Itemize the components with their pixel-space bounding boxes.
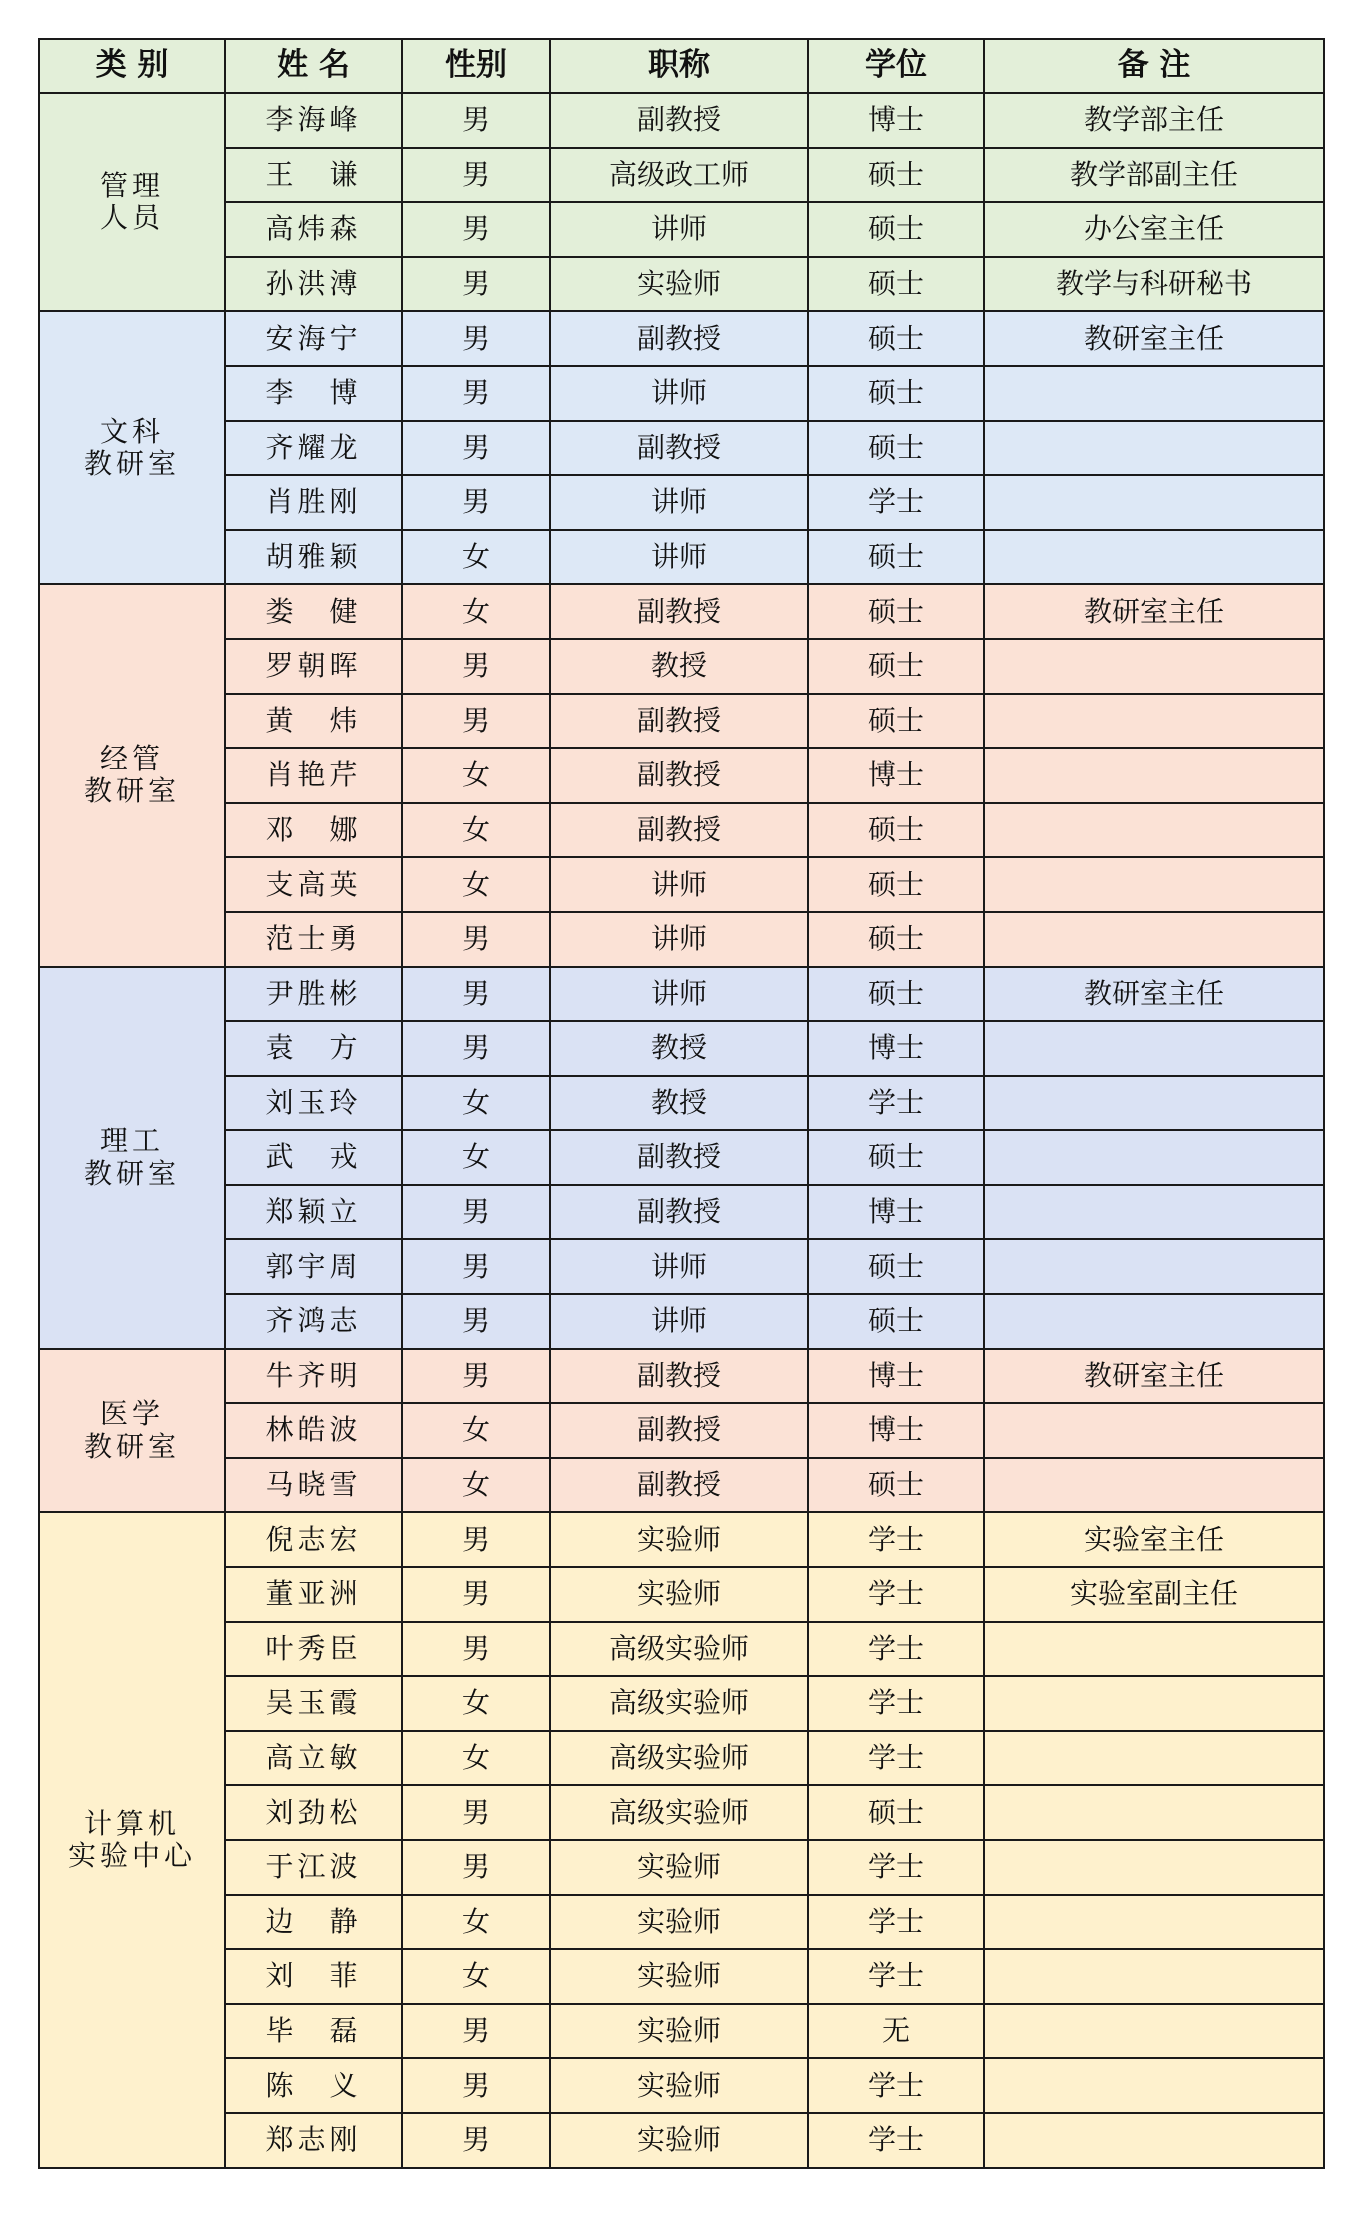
cell-note (984, 1949, 1324, 2004)
cell-degree: 学士 (808, 2113, 984, 2168)
category-line-2: 教研室 (83, 774, 180, 808)
cell-title: 实验师 (550, 1512, 808, 1567)
table-row (39, 1185, 1324, 1240)
cell-name: 肖胜刚 (225, 475, 402, 530)
cell-sex: 男 (402, 1622, 550, 1677)
table-row (39, 1512, 1324, 1567)
cell-degree: 硕士 (808, 803, 984, 858)
cell-title: 讲师 (550, 967, 808, 1022)
cell-sex: 女 (402, 1676, 550, 1731)
cell-degree: 硕士 (808, 584, 984, 639)
cell-name: 李海峰 (225, 93, 402, 148)
cell-degree: 学士 (808, 1731, 984, 1786)
table-row (39, 1130, 1324, 1185)
cell-degree: 博士 (808, 93, 984, 148)
cell-name: 黄 炜 (225, 694, 402, 749)
cell-title: 高级实验师 (550, 1785, 808, 1840)
cell-sex: 男 (402, 311, 550, 366)
cell-degree: 硕士 (808, 1785, 984, 1840)
cell-name: 倪志宏 (225, 1512, 402, 1567)
cell-sex: 女 (402, 1895, 550, 1950)
cell-degree: 博士 (808, 1021, 984, 1076)
table-row (39, 1021, 1324, 1076)
cell-title: 实验师 (550, 2058, 808, 2113)
cell-title: 实验师 (550, 1840, 808, 1895)
cell-sex: 男 (402, 694, 550, 749)
cell-title: 讲师 (550, 1239, 808, 1294)
cell-sex: 女 (402, 1458, 550, 1513)
cell-note: 教研室主任 (984, 584, 1324, 639)
cell-sex: 女 (402, 530, 550, 585)
table-row (39, 93, 1324, 148)
cell-degree: 硕士 (808, 694, 984, 749)
cell-degree: 无 (808, 2004, 984, 2059)
cell-degree: 学士 (808, 1676, 984, 1731)
cell-sex: 男 (402, 1185, 550, 1240)
cell-note (984, 1731, 1324, 1786)
cell-degree: 博士 (808, 1185, 984, 1240)
cell-name: 陈 义 (225, 2058, 402, 2113)
cell-title: 高级实验师 (550, 1676, 808, 1731)
cell-name: 刘 菲 (225, 1949, 402, 2004)
cell-note: 教研室主任 (984, 311, 1324, 366)
table-row (39, 2113, 1324, 2168)
cell-name: 吴玉霞 (225, 1676, 402, 1731)
cell-degree: 学士 (808, 1076, 984, 1131)
table-row (39, 694, 1324, 749)
cell-title: 讲师 (550, 475, 808, 530)
table-row (39, 1349, 1324, 1404)
table-row (39, 967, 1324, 1022)
cell-note: 实验室副主任 (984, 1567, 1324, 1622)
cell-sex: 男 (402, 1294, 550, 1349)
cell-title: 副教授 (550, 1458, 808, 1513)
cell-name: 高立敏 (225, 1731, 402, 1786)
cell-note (984, 421, 1324, 476)
cell-note (984, 1458, 1324, 1513)
header-degree: 学位 (808, 39, 984, 93)
cell-title: 副教授 (550, 421, 808, 476)
cell-sex: 男 (402, 1840, 550, 1895)
cell-degree: 学士 (808, 1895, 984, 1950)
cell-degree: 硕士 (808, 1458, 984, 1513)
header-row (39, 39, 1324, 93)
cell-note (984, 1403, 1324, 1458)
cell-note (984, 1622, 1324, 1677)
table-row (39, 803, 1324, 858)
category-line-1: 经管 (99, 742, 164, 776)
cell-note (984, 694, 1324, 749)
category-line-1: 理工 (99, 1124, 164, 1158)
cell-degree: 硕士 (808, 257, 984, 312)
cell-name: 安海宁 (225, 311, 402, 366)
cell-note (984, 2058, 1324, 2113)
cell-title: 副教授 (550, 93, 808, 148)
table-row (39, 1076, 1324, 1131)
category-line-2: 教研室 (83, 446, 180, 480)
category-line-2: 教研室 (83, 1156, 180, 1190)
cell-title: 实验师 (550, 257, 808, 312)
cell-degree: 硕士 (808, 912, 984, 967)
cell-note: 办公室主任 (984, 202, 1324, 257)
category-line-1: 管理 (99, 169, 164, 202)
cell-title: 高级政工师 (550, 148, 808, 203)
cell-degree: 学士 (808, 2058, 984, 2113)
cell-degree: 硕士 (808, 530, 984, 585)
cell-sex: 女 (402, 803, 550, 858)
cell-sex: 女 (402, 584, 550, 639)
cell-title: 副教授 (550, 584, 808, 639)
cell-degree: 硕士 (808, 1239, 984, 1294)
cell-degree: 学士 (808, 475, 984, 530)
cell-sex: 男 (402, 1239, 550, 1294)
cell-degree: 博士 (808, 748, 984, 803)
table-row (39, 1895, 1324, 1950)
group-economics-management (39, 584, 225, 966)
cell-name: 罗朝晖 (225, 639, 402, 694)
cell-name: 于江波 (225, 1840, 402, 1895)
cell-name: 刘玉玲 (225, 1076, 402, 1131)
cell-name: 刘劲松 (225, 1785, 402, 1840)
cell-sex: 女 (402, 1731, 550, 1786)
cell-note (984, 1130, 1324, 1185)
cell-name: 郑志刚 (225, 2113, 402, 2168)
cell-sex: 女 (402, 748, 550, 803)
cell-title: 教授 (550, 1076, 808, 1131)
cell-sex: 女 (402, 1130, 550, 1185)
cell-sex: 男 (402, 2058, 550, 2113)
cell-name: 李 博 (225, 366, 402, 421)
category-line-1: 医学 (99, 1397, 164, 1431)
category-line-2: 教研室 (83, 1429, 180, 1463)
category-line-1: 文科 (99, 414, 164, 448)
cell-note (984, 1185, 1324, 1240)
cell-note (984, 530, 1324, 585)
cell-title: 副教授 (550, 311, 808, 366)
cell-degree: 学士 (808, 1622, 984, 1677)
table-row (39, 1949, 1324, 2004)
cell-sex: 女 (402, 857, 550, 912)
table-row (39, 1676, 1324, 1731)
cell-sex: 女 (402, 1949, 550, 2004)
cell-sex: 男 (402, 1785, 550, 1840)
cell-degree: 硕士 (808, 1294, 984, 1349)
group-science-engineering (39, 967, 225, 1349)
cell-note (984, 803, 1324, 858)
cell-degree: 硕士 (808, 148, 984, 203)
cell-note (984, 2004, 1324, 2059)
cell-title: 副教授 (550, 1185, 808, 1240)
cell-title: 副教授 (550, 748, 808, 803)
cell-sex: 男 (402, 2004, 550, 2059)
cell-title: 讲师 (550, 366, 808, 421)
cell-degree: 学士 (808, 1840, 984, 1895)
category-line-2: 人员 (99, 201, 164, 235)
cell-sex: 男 (402, 421, 550, 476)
cell-name: 郭宇周 (225, 1239, 402, 1294)
cell-title: 副教授 (550, 1403, 808, 1458)
cell-name: 邓 娜 (225, 803, 402, 858)
cell-name: 王 谦 (225, 148, 402, 203)
cell-degree: 硕士 (808, 311, 984, 366)
table-row (39, 366, 1324, 421)
cell-title: 实验师 (550, 1949, 808, 2004)
cell-note: 教研室主任 (984, 1349, 1324, 1404)
cell-note (984, 1676, 1324, 1731)
cell-name: 娄 健 (225, 584, 402, 639)
cell-name: 齐鸿志 (225, 1294, 402, 1349)
cell-sex: 男 (402, 967, 550, 1022)
cell-degree: 博士 (808, 1403, 984, 1458)
table-row (39, 311, 1324, 366)
header-title: 职称 (550, 39, 808, 93)
cell-note: 实验室主任 (984, 1512, 1324, 1567)
cell-name: 马晓雪 (225, 1458, 402, 1513)
cell-sex: 男 (402, 93, 550, 148)
table-row (39, 857, 1324, 912)
header-sex: 性别 (402, 39, 550, 93)
cell-name: 孙洪溥 (225, 257, 402, 312)
cell-name: 胡雅颖 (225, 530, 402, 585)
cell-sex: 男 (402, 912, 550, 967)
cell-note (984, 639, 1324, 694)
cell-title: 高级实验师 (550, 1622, 808, 1677)
cell-title: 副教授 (550, 1130, 808, 1185)
cell-name: 林皓波 (225, 1403, 402, 1458)
cell-note: 教学与科研秘书 (984, 257, 1324, 312)
cell-title: 教授 (550, 639, 808, 694)
cell-title: 讲师 (550, 1294, 808, 1349)
cell-note (984, 475, 1324, 530)
staff-table (38, 38, 1325, 2169)
table-row (39, 1458, 1324, 1513)
table-row (39, 202, 1324, 257)
cell-name: 支高英 (225, 857, 402, 912)
cell-sex: 女 (402, 1076, 550, 1131)
group-medicine (39, 1349, 225, 1513)
cell-title: 讲师 (550, 530, 808, 585)
cell-degree: 硕士 (808, 366, 984, 421)
table-row (39, 148, 1324, 203)
group-management (39, 93, 225, 311)
cell-note (984, 1239, 1324, 1294)
cell-note (984, 912, 1324, 967)
table-row (39, 1567, 1324, 1622)
cell-note (984, 2113, 1324, 2168)
cell-sex: 男 (402, 148, 550, 203)
cell-title: 讲师 (550, 857, 808, 912)
cell-title: 副教授 (550, 694, 808, 749)
cell-sex: 男 (402, 1349, 550, 1404)
cell-name: 范士勇 (225, 912, 402, 967)
cell-name: 武 戎 (225, 1130, 402, 1185)
table-row (39, 584, 1324, 639)
cell-note (984, 1840, 1324, 1895)
cell-name: 郑颖立 (225, 1185, 402, 1240)
cell-note (984, 1895, 1324, 1950)
group-computer-lab (39, 1512, 225, 2167)
table-row (39, 1294, 1324, 1349)
cell-title: 高级实验师 (550, 1731, 808, 1786)
cell-name: 叶秀臣 (225, 1622, 402, 1677)
cell-sex: 男 (402, 366, 550, 421)
header-name: 姓 名 (225, 39, 402, 93)
cell-note (984, 1076, 1324, 1131)
cell-sex: 男 (402, 1567, 550, 1622)
table-row (39, 421, 1324, 476)
table-row (39, 912, 1324, 967)
table-row (39, 1785, 1324, 1840)
cell-note (984, 857, 1324, 912)
cell-degree: 硕士 (808, 857, 984, 912)
cell-degree: 学士 (808, 1567, 984, 1622)
cell-title: 教授 (550, 1021, 808, 1076)
cell-title: 实验师 (550, 2004, 808, 2059)
cell-name: 尹胜彬 (225, 967, 402, 1022)
table-row (39, 475, 1324, 530)
cell-title: 副教授 (550, 803, 808, 858)
table-row (39, 1239, 1324, 1294)
table-row (39, 1840, 1324, 1895)
cell-degree: 博士 (808, 1349, 984, 1404)
cell-sex: 男 (402, 475, 550, 530)
category-line-2: 实验中心 (67, 1839, 196, 1872)
cell-degree: 硕士 (808, 1130, 984, 1185)
cell-note (984, 366, 1324, 421)
cell-name: 高炜森 (225, 202, 402, 257)
table-row (39, 2058, 1324, 2113)
cell-name: 齐耀龙 (225, 421, 402, 476)
category-line-1: 计算机 (83, 1806, 180, 1840)
cell-sex: 男 (402, 639, 550, 694)
cell-title: 副教授 (550, 1349, 808, 1404)
cell-name: 边 静 (225, 1895, 402, 1950)
table-row (39, 257, 1324, 312)
cell-sex: 男 (402, 1021, 550, 1076)
cell-sex: 男 (402, 202, 550, 257)
table-row (39, 748, 1324, 803)
cell-degree: 学士 (808, 1949, 984, 2004)
cell-degree: 硕士 (808, 202, 984, 257)
cell-name: 毕 磊 (225, 2004, 402, 2059)
cell-note (984, 1294, 1324, 1349)
cell-title: 讲师 (550, 912, 808, 967)
cell-degree: 学士 (808, 1512, 984, 1567)
cell-title: 讲师 (550, 202, 808, 257)
cell-title: 实验师 (550, 1567, 808, 1622)
cell-name: 袁 方 (225, 1021, 402, 1076)
cell-note (984, 1021, 1324, 1076)
cell-name: 肖艳芹 (225, 748, 402, 803)
cell-note (984, 1785, 1324, 1840)
cell-degree: 硕士 (808, 967, 984, 1022)
table-row (39, 1403, 1324, 1458)
cell-sex: 男 (402, 2113, 550, 2168)
cell-note: 教学部副主任 (984, 148, 1324, 203)
table-row (39, 1622, 1324, 1677)
cell-note: 教研室主任 (984, 967, 1324, 1022)
cell-note (984, 748, 1324, 803)
table-row (39, 1731, 1324, 1786)
cell-name: 牛齐明 (225, 1349, 402, 1404)
table-row (39, 639, 1324, 694)
table-row (39, 530, 1324, 585)
cell-title: 实验师 (550, 2113, 808, 2168)
cell-title: 实验师 (550, 1895, 808, 1950)
cell-degree: 硕士 (808, 421, 984, 476)
group-liberal-arts (39, 311, 225, 584)
cell-sex: 女 (402, 1403, 550, 1458)
cell-note: 教学部主任 (984, 93, 1324, 148)
header-note: 备 注 (984, 39, 1324, 93)
cell-sex: 男 (402, 257, 550, 312)
table-row (39, 2004, 1324, 2059)
cell-sex: 男 (402, 1512, 550, 1567)
cell-degree: 硕士 (808, 639, 984, 694)
header-category: 类 别 (39, 39, 225, 93)
cell-name: 董亚洲 (225, 1567, 402, 1622)
